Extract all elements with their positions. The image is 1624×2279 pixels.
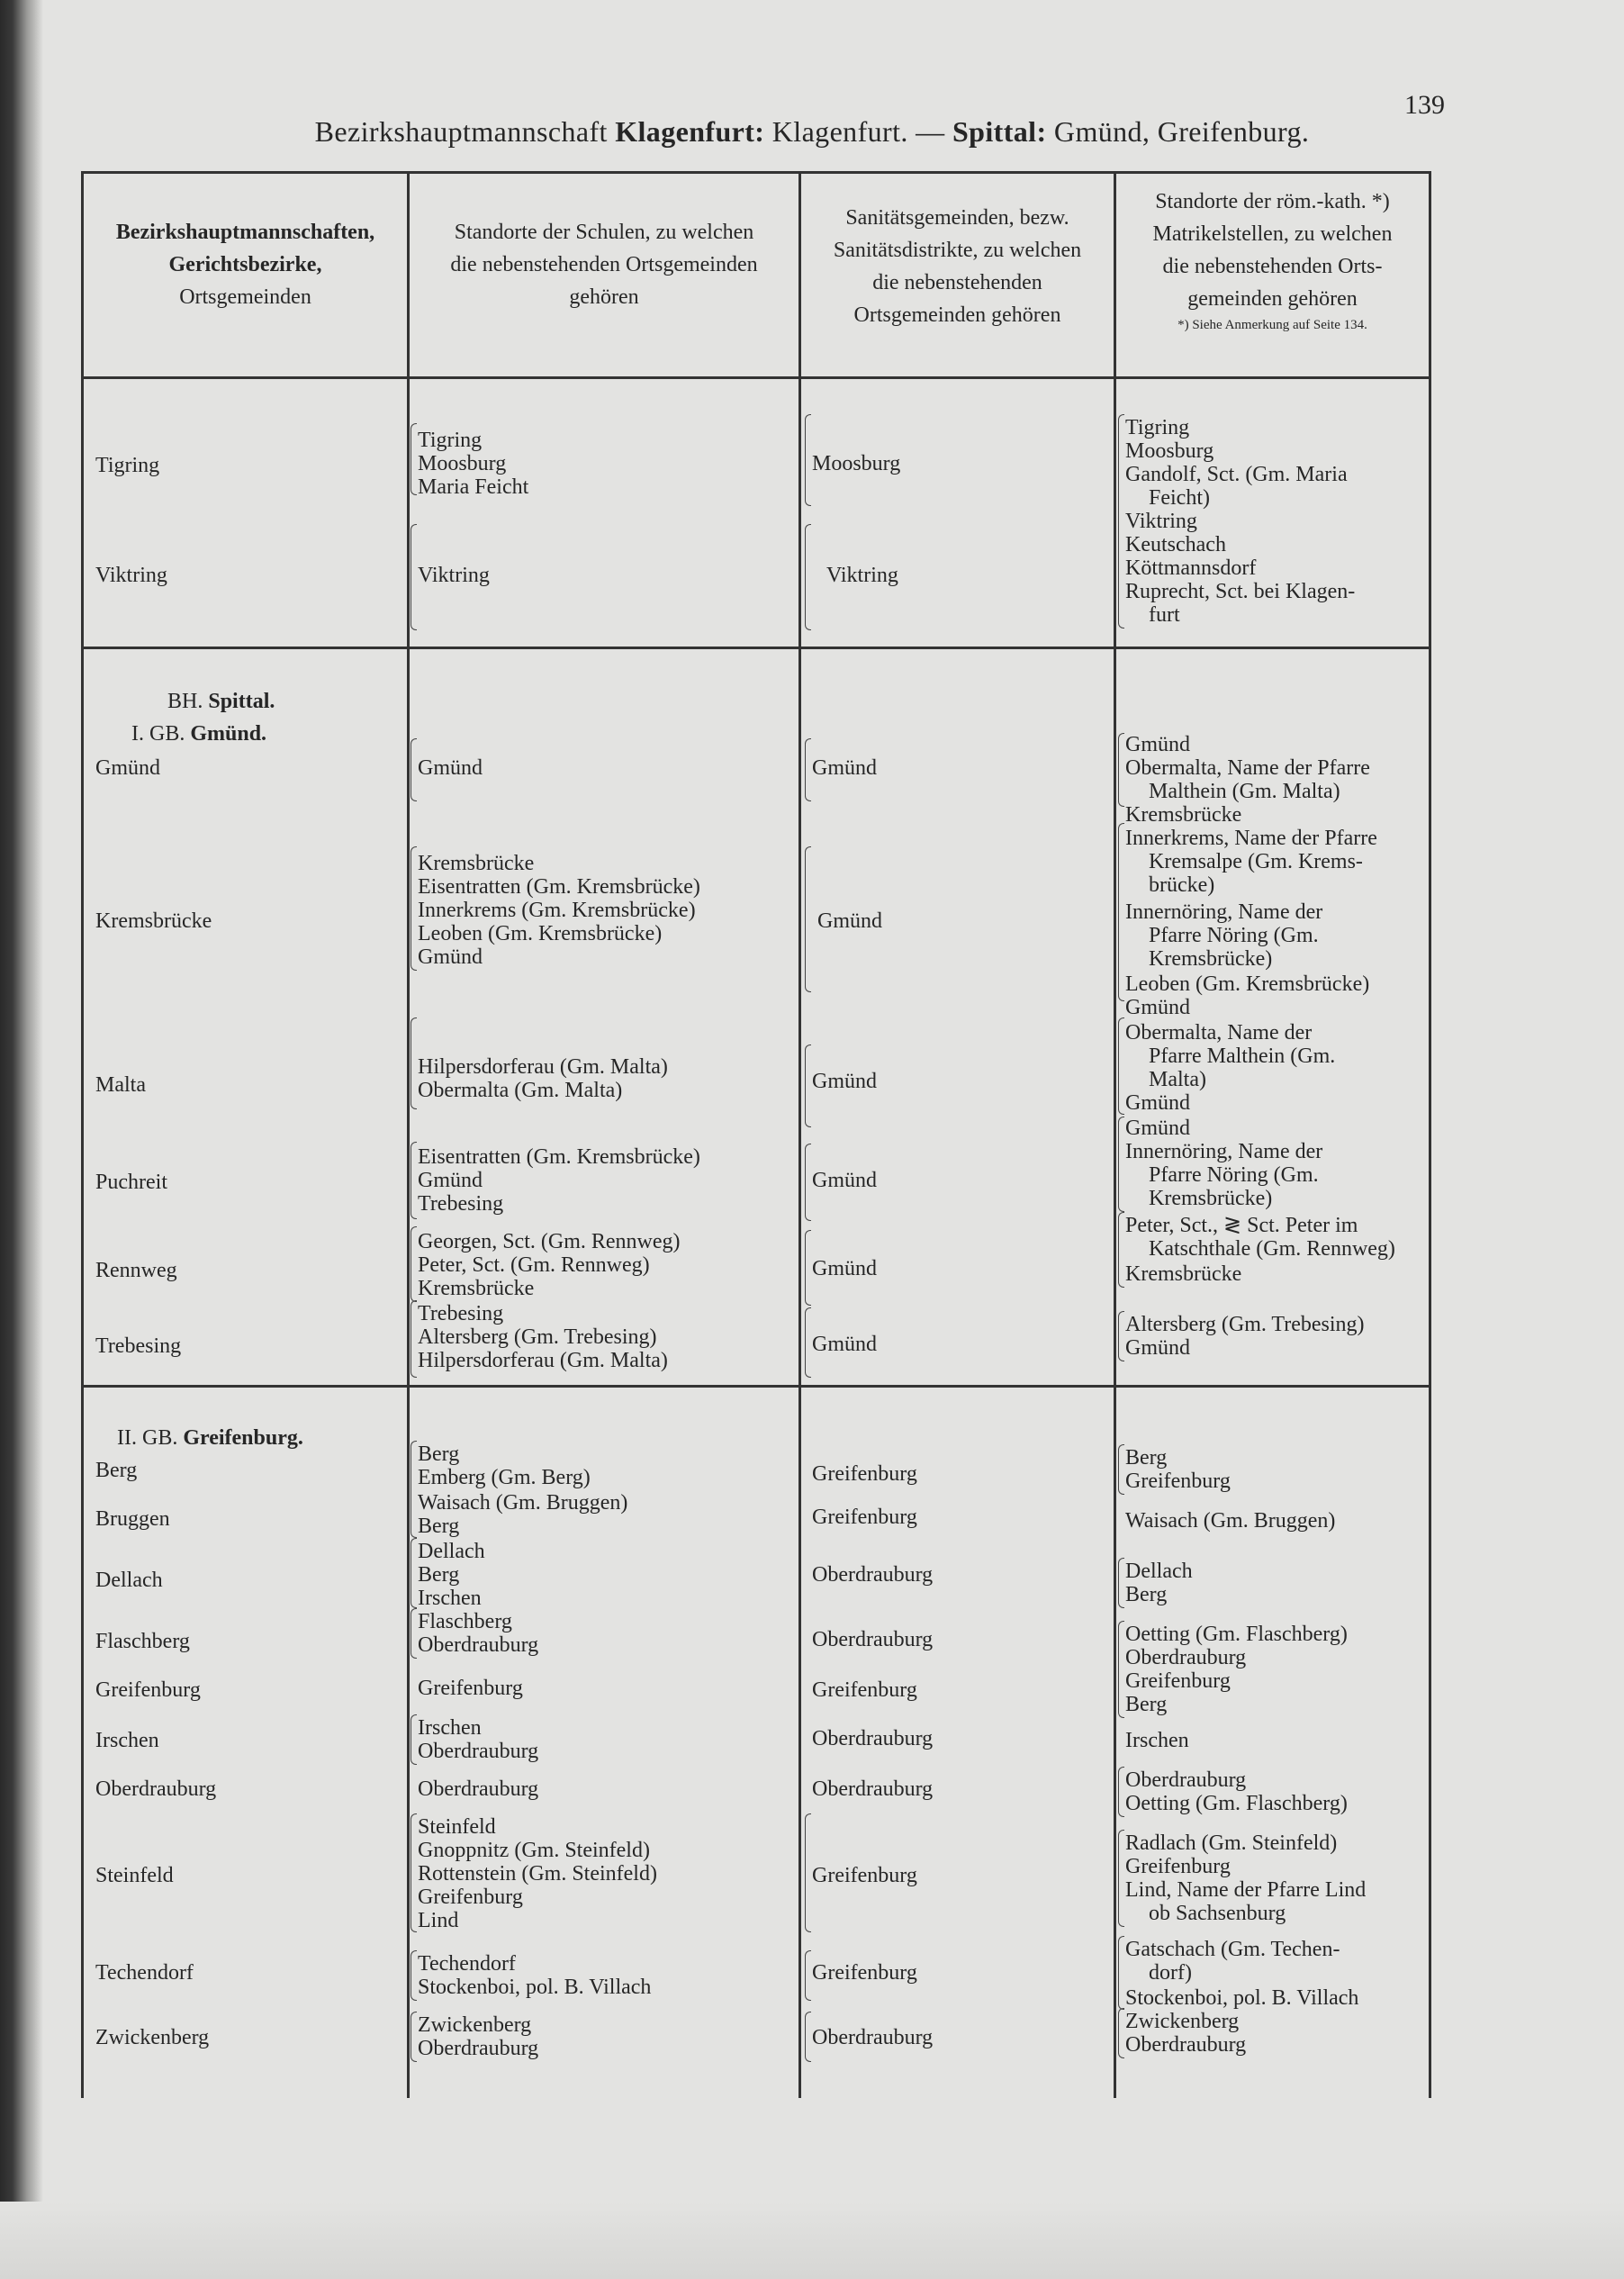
brace-mark [1118, 1017, 1124, 1115]
column-header-gemeinden: Bezirkshauptmannschaften, Gerichtsbezirke, Ortsgemeinden [115, 221, 375, 309]
sanitaet-entry: Greifenburg [812, 1678, 917, 1702]
gemeinde-entry: Puchreit [95, 1171, 167, 1194]
sanitaet-entry: Oberdrauburg [812, 2026, 934, 2049]
matrikel-entry: Greifenburg [1125, 1855, 1231, 1878]
brace-mark [1118, 1936, 1124, 2010]
matrikel-entry: Oberdrauburg [1125, 2033, 1247, 2057]
matrikel-entry: Stockenboi, pol. B. Villach [1125, 1986, 1359, 2010]
matrikel-entry: Berg [1125, 1693, 1168, 1716]
brace-mark [1118, 2008, 1124, 2058]
schule-entry: Moosburg [418, 452, 507, 475]
sanitaet-entry: Gmünd [812, 756, 877, 780]
gemeinde-entry: Oberdrauburg [95, 1777, 217, 1801]
gemeinde-entry: Tigring [95, 454, 160, 477]
schule-entry: Waisach (Gm. Bruggen) [418, 1491, 628, 1515]
brace-mark [411, 1714, 417, 1765]
schule-entry: Hilpersdorferau (Gm. Malta) [418, 1055, 668, 1079]
matrikel-entry: Moosburg [1125, 439, 1214, 463]
matrikel-entry: Malta) [1149, 1068, 1206, 1091]
schule-entry: Eisentratten (Gm. Kremsbrücke) [418, 1145, 700, 1169]
brace-mark [805, 1950, 811, 2001]
matrikel-entry: Zwickenberg [1125, 2010, 1240, 2033]
schule-entry: Zwickenberg [418, 2013, 532, 2037]
schule-entry: Eisentratten (Gm. Kremsbrücke) [418, 875, 700, 899]
gemeinde-entry: Techendorf [95, 1961, 194, 1985]
matrikel-entry: Waisach (Gm. Bruggen) [1125, 1509, 1336, 1533]
schule-entry: Leoben (Gm. Kremsbrücke) [418, 922, 663, 945]
sanitaet-entry: Gmünd [812, 1333, 877, 1356]
brace-mark [411, 1950, 417, 2001]
matrikel-entry: Innerkrems, Name der Pfarre [1125, 827, 1377, 850]
schule-entry: Lind [418, 1909, 459, 1932]
column-rule [1429, 171, 1431, 2098]
sanitaet-entry: Oberdrauburg [812, 1777, 934, 1801]
page-number: 139 [1404, 90, 1445, 120]
matrikel-entry: Irschen [1125, 1729, 1189, 1752]
brace-mark [411, 846, 417, 971]
schule-entry: Berg [418, 1442, 460, 1466]
brace-mark [1118, 414, 1124, 629]
brace-mark [411, 1017, 417, 1109]
gemeinde-entry: Viktring [95, 564, 167, 587]
brace-mark [805, 1045, 811, 1127]
brace-mark [411, 1226, 417, 1302]
schule-entry: Emberg (Gm. Berg) [418, 1466, 591, 1489]
column-rule [407, 171, 410, 2098]
brace-mark [411, 1538, 417, 1608]
matrikel-entry: Gmünd [1125, 733, 1190, 756]
matrikel-entry: Feicht) [1149, 486, 1210, 510]
brace-mark [411, 1300, 417, 1378]
matrikel-entry: Gandolf, Sct. (Gm. Maria [1125, 463, 1348, 486]
schule-entry: Georgen, Sct. (Gm. Rennweg) [418, 1230, 681, 1253]
sanitaet-entry: Oberdrauburg [812, 1727, 934, 1750]
sanitaet-entry: Greifenburg [812, 1506, 917, 1529]
brace-mark [411, 1441, 417, 1538]
register-table [81, 171, 1431, 2098]
sanitaet-entry: Gmünd [812, 1070, 877, 1093]
gemeinde-entry: Bruggen [95, 1507, 170, 1531]
matrikel-entry: Lind, Name der Pfarre Lind [1125, 1878, 1367, 1902]
sanitaet-entry: Oberdrauburg [812, 1628, 934, 1651]
gemeinde-entry: Malta [95, 1073, 146, 1097]
column-header-schulen: Standorte der Schulen, zu welchen die nebenstehenden Ortsgemeinden gehören [450, 221, 758, 309]
brace-mark [1118, 1212, 1124, 1288]
schule-entry: Trebesing [418, 1192, 504, 1216]
sanitaet-entry: Viktring [826, 564, 898, 587]
matrikel-entry: Radlach (Gm. Steinfeld) [1125, 1831, 1338, 1855]
gemeinde-entry: Greifenburg [95, 1678, 201, 1702]
matrikel-entry: furt [1149, 603, 1180, 627]
matrikel-entry: Leoben (Gm. Kremsbrücke) [1125, 972, 1370, 996]
brace-mark [1118, 733, 1124, 807]
column-rule [798, 171, 801, 2098]
column-rule [1114, 171, 1116, 2098]
matrikel-entry: Köttmannsdorf [1125, 556, 1257, 580]
schule-entry: Rottenstein (Gm. Steinfeld) [418, 1862, 657, 1886]
brace-mark [1118, 1558, 1124, 1608]
gemeinde-entry: Irschen [95, 1729, 159, 1752]
brace-mark [411, 738, 417, 801]
page-header: Bezirkshauptmannschaft Klagenfurt: Klagenfurt. — Spittal: Gmünd, Greifenburg. [314, 115, 1310, 148]
brace-mark [411, 423, 417, 495]
schule-entry: Innerkrems (Gm. Kremsbrücke) [418, 899, 696, 922]
schule-entry: Dellach [418, 1540, 485, 1563]
gb-heading: I. GB. Gmünd. [131, 722, 267, 746]
matrikel-entry: ob Sachsenburg [1149, 1902, 1286, 1925]
brace-mark [1118, 1767, 1124, 1817]
matrikel-entry: dorf) [1149, 1961, 1192, 1985]
matrikel-entry: Kremsbrücke [1125, 1262, 1242, 1286]
schule-entry: Gmünd [418, 1169, 483, 1192]
matrikel-entry: Gmünd [1125, 996, 1190, 1019]
matrikel-entry: Oberdrauburg [1125, 1768, 1247, 1792]
schule-entry: Tigring [418, 429, 483, 452]
schule-entry: Oberdrauburg [418, 1777, 539, 1801]
brace-mark [805, 2012, 811, 2062]
matrikel-entry: Oetting (Gm. Flaschberg) [1125, 1792, 1348, 1815]
sanitaet-entry: Moosburg [812, 452, 901, 475]
brace-mark [805, 1307, 811, 1378]
brace-mark [411, 1813, 417, 1932]
schule-entry: Gnoppnitz (Gm. Steinfeld) [418, 1839, 650, 1862]
brace-mark [805, 414, 811, 506]
page-bottom-shade [0, 2202, 1624, 2279]
binding-shadow [0, 0, 43, 2279]
schule-entry: Kremsbrücke [418, 1277, 535, 1300]
bh-heading: BH. Spittal. [167, 690, 275, 713]
gemeinde-entry: Gmünd [95, 756, 160, 780]
header-bottom-rule [81, 376, 1431, 379]
matrikel-entry: Dellach [1125, 1560, 1193, 1583]
column-rule [81, 171, 84, 2098]
gemeinde-entry: Kremsbrücke [95, 909, 212, 933]
schule-entry: Flaschberg [418, 1610, 512, 1633]
schule-entry: Stockenboi, pol. B. Villach [418, 1976, 652, 1999]
schule-entry: Oberdrauburg [418, 1740, 539, 1763]
matrikel-entry: Kremsbrücke [1125, 803, 1242, 827]
brace-mark [1118, 1117, 1124, 1212]
gemeinde-entry: Dellach [95, 1569, 163, 1592]
schule-entry: Steinfeld [418, 1815, 496, 1839]
matrikel-entry: Oetting (Gm. Flaschberg) [1125, 1623, 1348, 1646]
brace-mark [805, 1230, 811, 1306]
gemeinde-entry: Berg [95, 1459, 138, 1482]
brace-mark [805, 738, 811, 801]
brace-mark [1118, 1311, 1124, 1361]
sanitaet-entry: Greifenburg [812, 1961, 917, 1985]
schule-entry: Maria Feicht [418, 475, 529, 499]
sanitaet-entry: Greifenburg [812, 1864, 917, 1887]
brace-mark [411, 524, 417, 630]
brace-mark [1118, 823, 1124, 1001]
matrikel-entry: brücke) [1149, 873, 1215, 897]
schule-entry: Greifenburg [418, 1886, 523, 1909]
matrikel-entry: Kremsalpe (Gm. Krems- [1149, 850, 1363, 873]
sanitaet-entry: Gmünd [812, 1169, 877, 1192]
gemeinde-entry: Trebesing [95, 1334, 182, 1358]
matrikel-entry: Innernöring, Name der [1125, 900, 1323, 924]
section-rule [81, 647, 1431, 649]
matrikel-entry: Gmünd [1125, 1336, 1190, 1360]
schule-entry: Berg [418, 1563, 460, 1587]
matrikel-entry: Obermalta, Name der [1125, 1021, 1313, 1045]
gb-heading: II. GB. Greifenburg. [117, 1426, 303, 1450]
gemeinde-entry: Zwickenberg [95, 2026, 210, 2049]
brace-mark [1118, 1830, 1124, 1927]
table-top-rule [81, 171, 1431, 174]
matrikel-entry: Keutschach [1125, 533, 1226, 556]
schule-entry: Peter, Sct. (Gm. Rennweg) [418, 1253, 650, 1277]
schule-entry: Greifenburg [418, 1677, 523, 1700]
matrikel-entry: Greifenburg [1125, 1669, 1231, 1693]
schule-entry: Techendorf [418, 1952, 516, 1976]
matrikel-entry: Kremsbrücke) [1149, 1187, 1273, 1210]
sanitaet-entry: Oberdrauburg [812, 1563, 934, 1587]
matrikel-entry: Innernöring, Name der [1125, 1140, 1323, 1163]
schule-entry: Irschen [418, 1716, 482, 1740]
gemeinde-entry: Rennweg [95, 1259, 177, 1282]
column-header-matrikel: Standorte der röm.-kath. *) Matrikelstellen, zu welchen die nebenstehenden Orts- gemeinden gehören *) Siehe Anmerkung auf Seite 134. [1152, 190, 1393, 332]
brace-mark [411, 2012, 417, 2062]
brace-mark [1118, 1621, 1124, 1718]
matrikel-entry: Berg [1125, 1446, 1168, 1470]
schule-entry: Gmünd [418, 756, 483, 780]
schule-entry: Hilpersdorferau (Gm. Malta) [418, 1349, 668, 1372]
matrikel-entry: Ruprecht, Sct. bei Klagen- [1125, 580, 1356, 603]
sanitaet-entry: Gmünd [817, 909, 882, 933]
matrikel-entry: Viktring [1125, 510, 1197, 533]
matrikel-entry: Altersberg (Gm. Trebesing) [1125, 1313, 1365, 1336]
brace-mark [805, 1813, 811, 1932]
schule-entry: Oberdrauburg [418, 1633, 539, 1657]
schule-entry: Viktring [418, 564, 490, 587]
matrikel-entry: Oberdrauburg [1125, 1646, 1247, 1669]
sanitaet-entry: Gmünd [812, 1257, 877, 1280]
matrikel-entry: Berg [1125, 1583, 1168, 1606]
matrikel-entry: Obermalta, Name der Pfarre [1125, 756, 1370, 780]
matrikel-entry: Pfarre Nöring (Gm. [1149, 924, 1319, 947]
column-header-sanitaet: Sanitätsgemeinden, bezw. Sanitätsdistrikte, zu welchen die nebenstehenden Ortsgemeinden gehören [833, 206, 1082, 327]
brace-mark [1118, 1444, 1124, 1495]
schule-entry: Gmünd [418, 945, 483, 969]
schule-entry: Kremsbrücke [418, 852, 535, 875]
section-rule [81, 1385, 1431, 1388]
schule-entry: Oberdrauburg [418, 2037, 539, 2060]
brace-mark [805, 524, 811, 630]
matrikel-entry: Katschthale (Gm. Rennweg) [1149, 1237, 1395, 1261]
schule-entry: Trebesing [418, 1302, 504, 1325]
matrikel-entry: Gmünd [1125, 1117, 1190, 1140]
matrikel-entry: Peter, Sct., ≷ Sct. Peter im [1125, 1214, 1358, 1237]
brace-mark [411, 1608, 417, 1659]
matrikel-entry: Pfarre Malthein (Gm. [1149, 1045, 1336, 1068]
matrikel-entry: Greifenburg [1125, 1470, 1231, 1493]
matrikel-entry: Tigring [1125, 416, 1190, 439]
schule-entry: Altersberg (Gm. Trebesing) [418, 1325, 657, 1349]
matrikel-entry: Gatschach (Gm. Techen- [1125, 1938, 1340, 1961]
schule-entry: Obermalta (Gm. Malta) [418, 1079, 623, 1102]
gemeinde-entry: Steinfeld [95, 1864, 174, 1887]
matrikel-entry: Pfarre Nöring (Gm. [1149, 1163, 1319, 1187]
brace-mark [805, 1144, 811, 1221]
brace-mark [411, 1142, 417, 1219]
matrikel-entry: Gmünd [1125, 1091, 1190, 1115]
brace-mark [805, 846, 811, 992]
schule-entry: Irschen [418, 1587, 482, 1610]
matrikel-entry: Malthein (Gm. Malta) [1149, 780, 1340, 803]
sanitaet-entry: Greifenburg [812, 1462, 917, 1486]
matrikel-entry: Kremsbrücke) [1149, 947, 1273, 971]
gemeinde-entry: Flaschberg [95, 1630, 190, 1653]
schule-entry: Berg [418, 1515, 460, 1538]
